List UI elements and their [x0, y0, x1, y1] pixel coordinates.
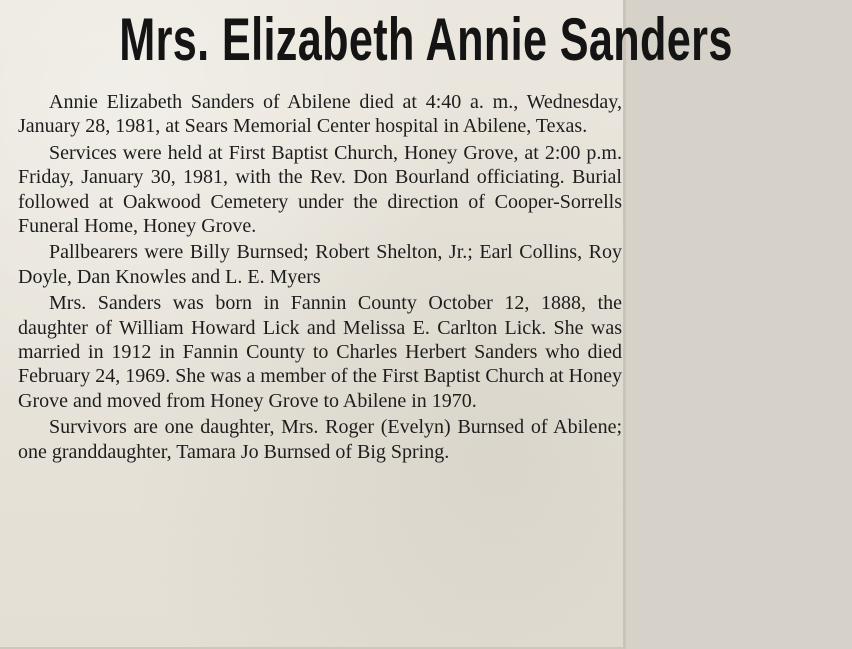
paragraph-survivors: Survivors are one daughter, Mrs. Roger (Evelyn) Burnsed of Abilene; one granddaughter, Tamara Jo Burnsed of Big Spring.: [18, 416, 622, 463]
paragraph-death-notice: Annie Elizabeth Sanders of Abilene died at 4:40 a. m., Wednesday, January 28, 1981, at Sears Memorial Center hospital in Abilene, Texas.: [18, 91, 622, 138]
paragraph-pallbearers: Pallbearers were Billy Burnsed; Robert Shelton, Jr.; Earl Collins, Roy Doyle, Dan Knowles and L. E. Myers: [18, 241, 622, 288]
obituary-body: [18, 90, 622, 466]
obituary-headline: Mrs. Elizabeth Annie Sanders: [119, 6, 733, 73]
paragraph-services: Services were held at First Baptist Church, Honey Grove, at 2:00 p.m. Friday, January 30, 1981, with the Rev. Don Bourland officiating. Burial followed at Oakwood Cemetery under the direction of Cooper-Sorrells Funeral Home, Honey Grove.: [18, 141, 622, 238]
paragraph-biography: Mrs. Sanders was born in Fannin County October 12, 1888, the daughter of William Howard Lick and Melissa E. Carlton Lick. She was married in 1912 in Fannin County to Charles Herbert Sanders who died February 24, 1969. She was a member of the First Baptist Church at Honey Grove and moved from Honey Grove to Abilene in 1970.: [18, 292, 622, 412]
